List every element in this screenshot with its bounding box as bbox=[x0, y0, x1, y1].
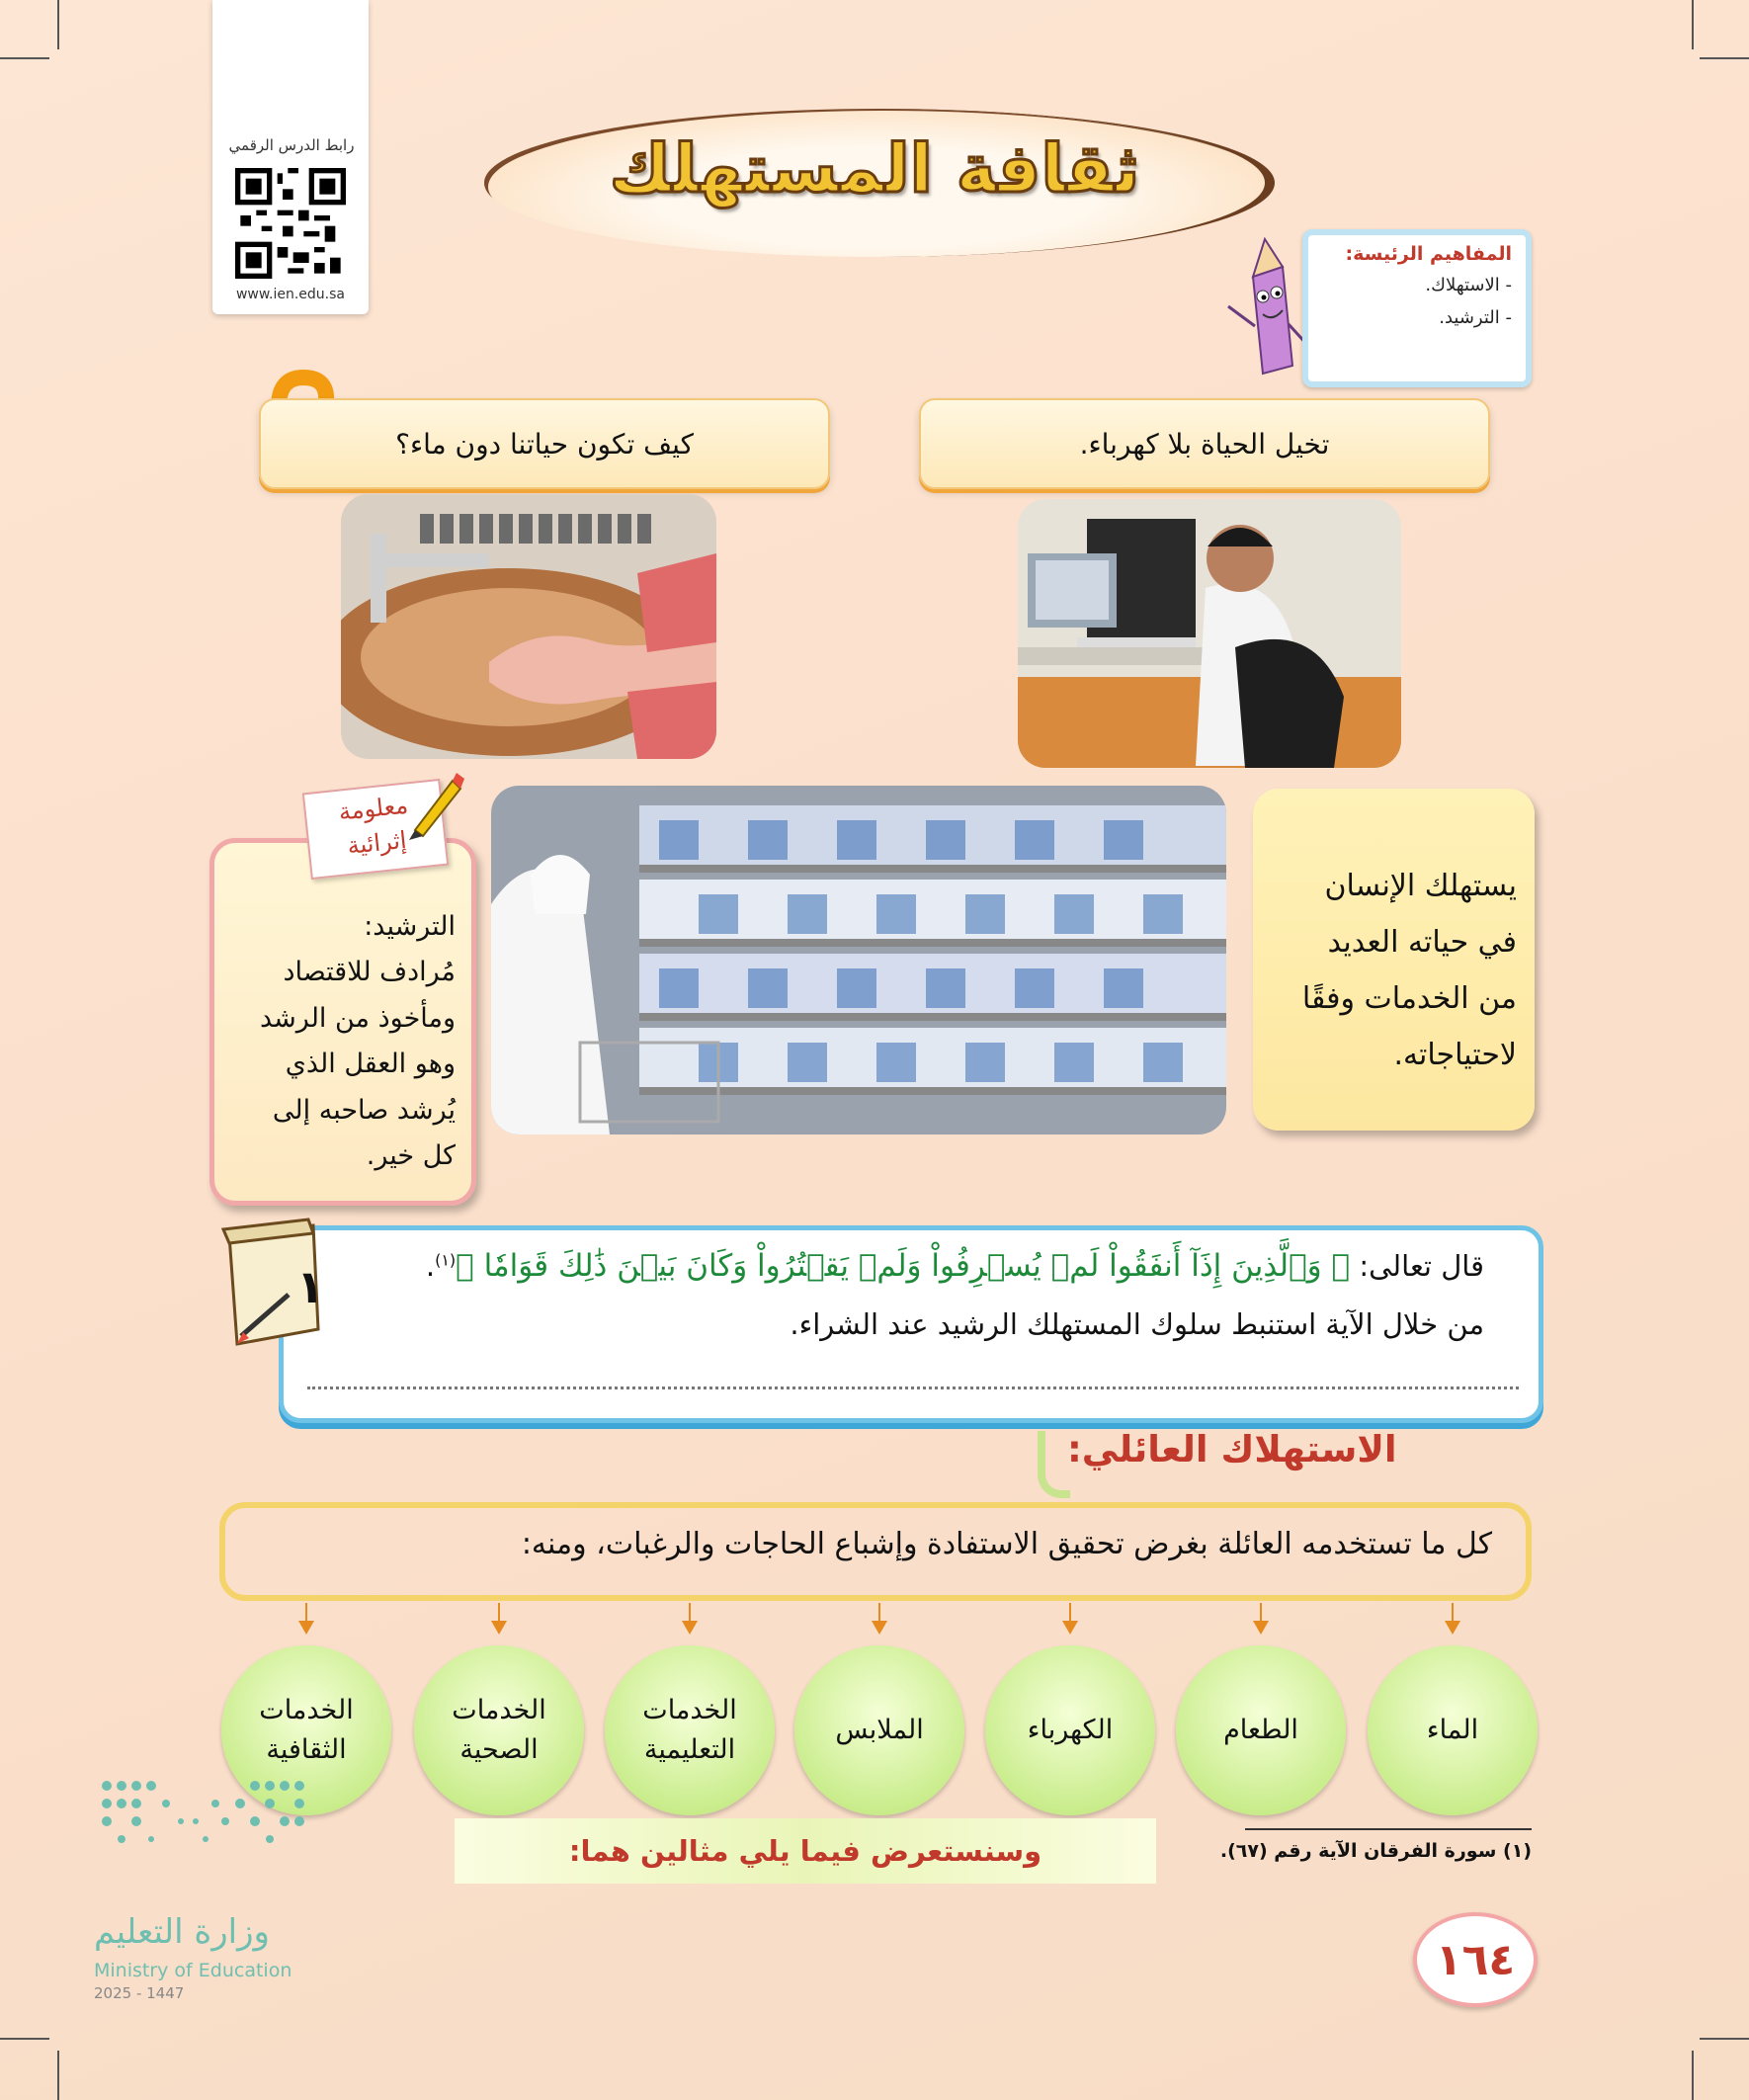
computer-user-photo bbox=[1018, 499, 1401, 768]
consumption-line: لاحتياجاته. bbox=[1393, 1038, 1517, 1072]
arrow-down-icon bbox=[298, 1603, 314, 1635]
family-item-water: الماء bbox=[1368, 1645, 1538, 1815]
quran-box bbox=[279, 1225, 1543, 1423]
arrow-down-icon bbox=[1062, 1603, 1078, 1635]
arrow-down-icon bbox=[491, 1603, 507, 1635]
qr-url[interactable]: www.ien.edu.sa bbox=[235, 287, 346, 302]
family-item-education: الخدمات التعليمية bbox=[605, 1645, 775, 1815]
footnote-rule bbox=[1245, 1828, 1532, 1830]
family-heading: الاستهلاك العائلي: bbox=[1067, 1428, 1397, 1470]
consumption-line: في حياته العديد bbox=[1327, 925, 1517, 960]
washing-hands-photo bbox=[341, 494, 716, 759]
concept-item: - الاستهلاك. bbox=[1425, 275, 1512, 295]
enrichment-line: مُرادف للاقتصاد bbox=[283, 957, 456, 988]
qr-code-icon[interactable] bbox=[235, 168, 346, 279]
family-definition: كل ما تستخدمه العائلة بغرض تحقيق الاستفادة وإشباع الحاجات والرغبات، ومنه: bbox=[521, 1527, 1492, 1561]
qr-label: رابط الدرس الرقمي bbox=[228, 136, 355, 154]
enrichment-line: كل خير. bbox=[366, 1140, 456, 1172]
quran-prefix: قال تعالى: bbox=[1359, 1249, 1484, 1283]
pencil-icon bbox=[405, 771, 464, 840]
ministry-logo-icon bbox=[97, 1774, 314, 1853]
enrichment-tag-line: إثرائية bbox=[346, 825, 408, 860]
question-water: كيف تكون حياتنا دون ماء؟ bbox=[259, 398, 830, 489]
notebook-number: ١ bbox=[296, 1260, 325, 1313]
footnote: (١) سورة الفرقان الآية رقم (٦٧). bbox=[1219, 1840, 1532, 1862]
arrow-down-icon bbox=[682, 1603, 698, 1635]
quran-end: . bbox=[425, 1249, 436, 1283]
enrichment-tag-line: معلومة bbox=[337, 791, 410, 826]
page-title: ثقافة المستهلك bbox=[609, 130, 1140, 209]
family-item-food: الطعام bbox=[1176, 1645, 1346, 1815]
concept-item: - الترشيد. bbox=[1439, 307, 1512, 328]
consumption-line: من الخدمات وفقًا bbox=[1301, 981, 1517, 1016]
pencil-mascot-icon bbox=[1223, 237, 1312, 385]
enrichment-line: ومأخوذ من الرشد bbox=[260, 1002, 456, 1034]
arrow-down-icon bbox=[1445, 1603, 1460, 1635]
quran-verse: ﴿ وَٱلَّذِينَ إِذَآ أَنفَقُواْ لَمۡ يُسۡرِفُواْ وَلَمۡ يَقۡتُرُواْ وَكَانَ بَيۡنَ ذَٰلِكَ قَوَامٗا ﴾ bbox=[456, 1248, 1351, 1284]
family-item-electricity: الكهرباء bbox=[985, 1645, 1155, 1815]
page-number: ١٦٤ bbox=[1413, 1912, 1538, 2007]
ministry-name-ar: وزارة التعليم bbox=[94, 1912, 270, 1952]
quran-task: من خلال الآية استنبط سلوك المستهلك الرشيد عند الشراء. bbox=[790, 1307, 1484, 1341]
supermarket-photo bbox=[491, 786, 1226, 1134]
heading-bracket bbox=[1038, 1431, 1070, 1498]
key-concepts-box bbox=[1302, 229, 1532, 387]
family-item-health: الخدمات الصحية bbox=[414, 1645, 584, 1815]
enrichment-box bbox=[209, 838, 476, 1206]
arrow-down-icon bbox=[872, 1603, 887, 1635]
answer-line[interactable] bbox=[307, 1386, 1519, 1389]
consumption-line: يستهلك الإنسان bbox=[1324, 869, 1517, 903]
enrichment-line: وهو العقل الذي bbox=[285, 1049, 456, 1080]
family-item-culture: الخدمات الثقافية bbox=[221, 1645, 391, 1815]
enrichment-line: الترشيد: bbox=[364, 911, 456, 942]
examples-note: وسنستعرض فيما يلي مثالين هما: bbox=[455, 1818, 1156, 1884]
arrow-down-icon bbox=[1253, 1603, 1269, 1635]
ministry-year: 2025 - 1447 bbox=[94, 1984, 185, 2002]
ministry-name-en: Ministry of Education bbox=[94, 1960, 292, 1981]
key-concepts-heading: المفاهيم الرئيسة: bbox=[1345, 243, 1512, 265]
family-item-clothes: الملابس bbox=[794, 1645, 964, 1815]
quran-ref: (١) bbox=[435, 1250, 457, 1270]
enrichment-line: يُرشد صاحبه إلى bbox=[272, 1094, 456, 1126]
question-electricity: تخيل الحياة بلا كهرباء. bbox=[919, 398, 1490, 489]
consumption-box bbox=[1253, 789, 1535, 1131]
